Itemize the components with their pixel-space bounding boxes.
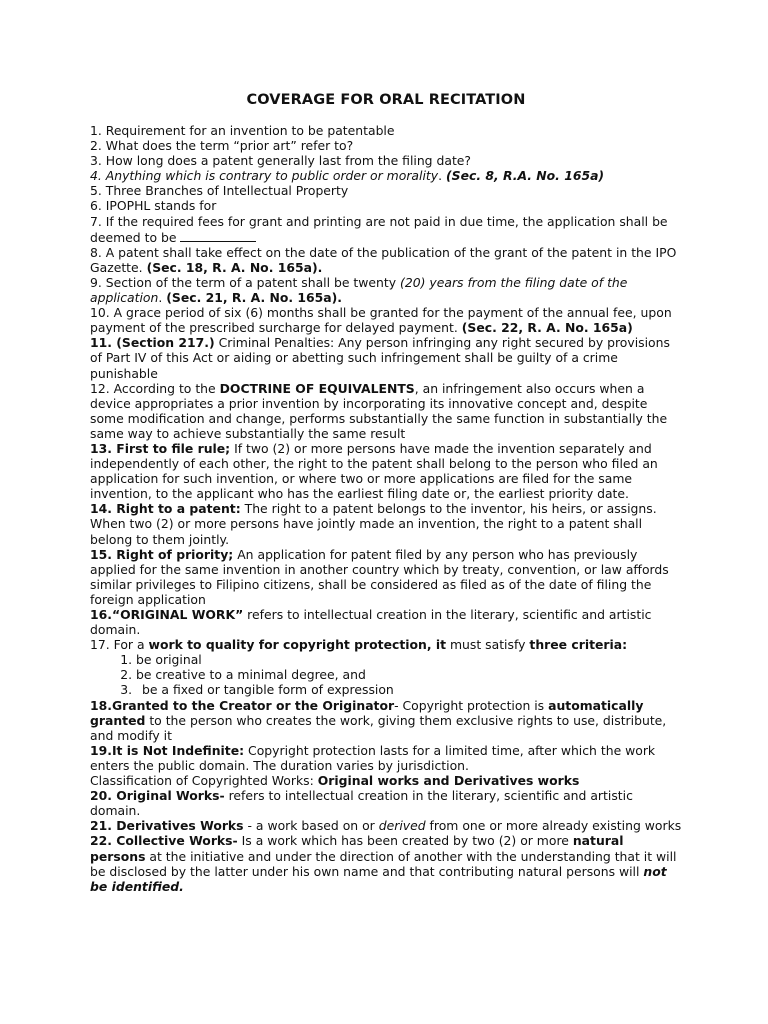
question-21-text-b: from one or more already existing works [429,818,682,834]
question-9-sep: . [158,290,163,306]
question-4-sep: . [438,168,446,184]
question-8-ref: (Sec. 18, R. A. No. 165a). [146,259,323,275]
question-18-heading: 18.Granted to the Creator or the Originator [90,697,395,713]
criteria-list [90,652,682,697]
question-15-heading: 15. Right of priority; [90,546,234,562]
question-18-bold-2: automatically granted [90,697,644,728]
answer-blank [180,229,256,242]
question-13-text: If two (2) or more persons have made the invention separately and independently of each other, the right to the patent shall belong to the person who filed an application for such invention, or where two or more applications are filed for the same invention, to the applicant who has the earliest filing date or, the earliest priority date. [90,440,658,502]
question-18 [90,698,682,743]
question-7-text: 7. If the required fees for grant and printing are not paid in due time, the application shall be deemed to be [90,213,668,245]
question-11 [90,335,682,380]
question-18-text-a: - Copyright protection is [394,697,545,713]
question-14 [90,501,682,546]
question-8-text: 8. A patent shall take effect on the date of the publication of the grant of the patent in the IPO Gazette. [90,244,677,275]
question-22-bold-italic: not be identified. [90,863,667,894]
question-15 [90,547,682,607]
list-item: 1. be original [136,652,682,667]
question-9 [90,275,682,305]
question-14-heading: 14. Right to a patent: [90,501,241,517]
question-15-text: An application for patent filed by any person who has previously applied for the same invention in another country which by treaty, convention, or law affords similar privileges to Filipino citizens, shall be considered as filed as of the date of filing the foreign application [90,546,669,607]
question-10-ref: (Sec. 22, R. A. No. 165a) [461,320,633,336]
question-22-bold-2: natural persons [90,833,624,864]
question-4-ref: (Sec. 8, R.A. No. 165a) [445,168,605,184]
question-17 [90,637,682,652]
question-22 [90,833,682,893]
question-1: 1. Requirement for an invention to be patentable [90,123,395,138]
question-21-heading: 21. Derivatives Works [90,818,244,834]
question-17-text-a: 17. For a [90,637,145,653]
question-2: 2. What does the term “prior art” refer to? [90,138,354,154]
question-16-text: refers to intellectual creation in the literary, scientific and artistic domain. [90,607,652,638]
question-16-heading: 16.“ORIGINAL WORK” [90,607,244,622]
question-11-text: Criminal Penalties: Any person infringing any right secured by provisions of Part IV of this Act or aiding or abetting such infringement shall be guilty of a crime punishable [90,335,670,381]
question-4-text: 4. Anything which is contrary to public order or morality [90,168,439,184]
list-item: 3. be a fixed or tangible form of expression [136,682,682,697]
question-5: 5. Three Branches of Intellectual Property [90,183,349,199]
document-body [90,123,682,894]
question-7 [90,214,682,245]
question-21 [90,818,682,833]
question-19 [90,743,682,773]
question-19-text: Copyright protection lasts for a limited time, after which the work enters the public domain. The duration varies by jurisdiction. [90,742,656,773]
question-14-text: The right to a patent belongs to the inventor, his heirs, or assigns. When two (2) or more persons have jointly made an invention, the right to a patent shall belong to them jointly. [90,501,657,547]
question-10-text: 10. A grace period of six (6) months shall be granted for the payment of the annual fee, upon payment of the prescribed surcharge for delayed payment. [90,305,672,336]
question-3: 3. How long does a patent generally last from the filing date? [90,153,471,169]
document-title: COVERAGE FOR ORAL RECITATION [246,92,526,108]
question-13 [90,441,682,501]
question-22-heading: 22. Collective Works- [90,833,238,849]
question-12-heading: DOCTRINE OF EQUIVALENTS [219,380,415,396]
question-17-text-b: must satisfy [449,637,526,653]
question-9-italic: (20) years from the filing date of the application [90,274,628,306]
question-13-heading: 13. First to file rule; [90,440,231,456]
question-21-text-a: - a work based on or [247,818,375,834]
classification-label: Classification of Copyrighted Works: [90,773,314,789]
question-22-text-b: at the initiative and under the direction of another with the understanding that it will be disclosed by the latter under his own name and that contributing natural persons will [90,848,677,879]
question-12 [90,381,682,441]
question-22-text-a: Is a work which has been created by two (2) or more [241,833,569,849]
question-16 [90,607,682,637]
question-12-text-b: , an infringement also occurs when a device appropriates a prior invention by incorporating its innovative concept and, despite some modification and change, performs substantially the same function in substantially the same way to achieve substantially the same result [90,380,668,441]
question-21-italic: derived [378,818,426,834]
question-17-bold-2: three criteria: [529,637,628,653]
question-19-heading: 19.It is Not Indefinite: [90,742,245,758]
question-9-ref: (Sec. 21, R. A. No. 165a). [166,290,343,306]
question-6: 6. IPOPHL stands for [90,198,217,214]
question-18-text-b: to the person who creates the work, giving them exclusive rights to use, distribute, and modify it [90,712,667,743]
question-4 [90,168,682,183]
question-11-heading: 11. (Section 217.) [90,335,215,351]
question-10 [90,305,682,335]
question-20 [90,788,682,818]
question-20-text: refers to intellectual creation in the literary, scientific and artistic domain. [90,788,633,819]
list-item: 2. be creative to a minimal degree, and [136,667,682,682]
classification-value: Original works and Derivatives works [317,773,580,789]
question-20-heading: 20. Original Works- [90,788,225,804]
question-8 [90,245,682,275]
question-12-text-a: 12. According to the [90,380,216,396]
question-17-bold-1: work to quality for copyright protection, it [148,637,447,653]
classification-line [90,773,682,788]
question-9-text: 9. Section of the term of a patent shall be twenty [90,274,397,290]
